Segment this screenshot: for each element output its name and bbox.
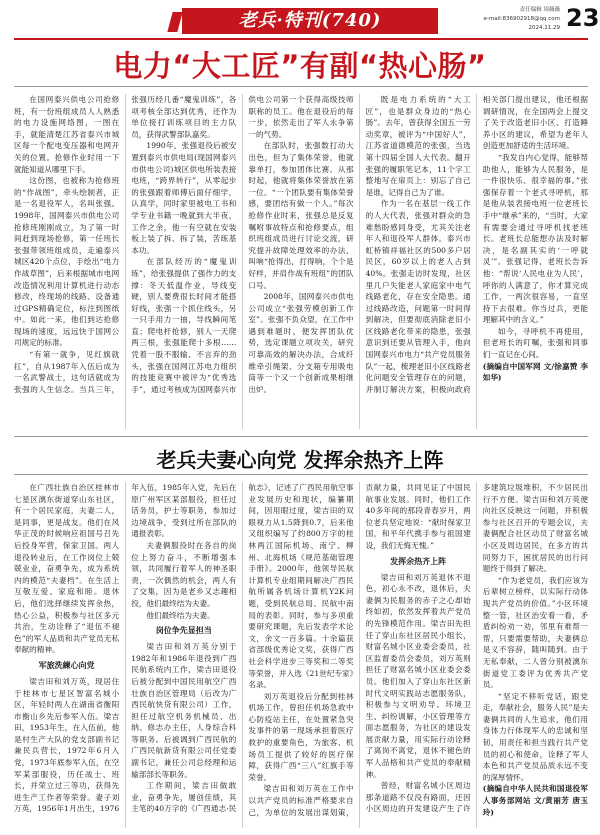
section-subhead: 发挥余热齐上阵	[390, 556, 447, 566]
article1-paragraph: 在国网泰兴供电公司抢修班，有一份班组成员人人熟悉的电力设施网络图，一图在手，就能清楚江苏省泰兴市城区每一个配电变压器和电网开关的位置。抢修作业时用一下就能知道从哪里下手。	[14, 95, 120, 174]
article2-paragraph: 工作期间，梁吉田做敢业，奋勇争先，屡创佳绩，其主笔的40万字的《广西通志·民航志》，记述了广西民用航空事业发展历史和现状，编纂期间，因用眼过度，梁吉田的双眼视力从1.5降到0.7，后来他又组织编写了约800万字的桂林两江国际机场、南宁、柳州、北海机场《规范基础管理手册》。2000年，他领导民航计算机专业组期间解决广西民航所属各机场计算机Y2K问题，受到民航总局、民航中南局的表彰。同时，参与多项重要研究课题，先后发表学术论文，余文一百多篇。十余篇获省部级优秀论文奖，获得广西社会科学进步三等奖和二等奖等荣誉，并入选《21世纪专家》名录。	[131, 483, 354, 814]
article2-paragraph: 曾经，财富名城小区周边那条道路不仅没有路面，还因小区周边的开发建设产生了许多建筑垃圾堆积，不少居民出行不方便。梁吉田和刘万英便向社区反映这一问题，并积极参与社区召开的专题会议，夫妻俩配合社区动员了财富名城小区及周边居民，在多方的共同努力下，困扰居民的出行问题终于得到了解决。	[365, 483, 588, 814]
article2-paragraph: “坚定不移听党话，跟党走，奉献社会，服务人民”是夫妻俩共同的人生追求，他们用身体力行体现军人的忠诚和坚韧，用责任和担当践行共产党员的初心和使命，诠释了军人本色和共产党员品质永远不变的深厚情怀。	[482, 691, 588, 782]
article1-paragraph: 1990年，张强退役后被安置到泰兴市供电局(现国网泰兴市供电公司)城区供电所装表接电班，“跨界转行”，从零起步的张强跟着师傅后面仔细学，认真学，同时家里被电工书和学专业书籍一晚就到大半夜，工作之余，他一有空就在安装板上装了拆、拆了装，苦练基本功。	[131, 141, 237, 255]
article2-paragraph: 梁吉田和刘万英退休不退色，初心永不改，退休后，夫妻俩为民服务的赤子之心却始终如初，依然发挥着共产党员的先锋模范作用。梁吉田先担任了穿山东社区居民小组长，财富名城小区业委会委员，社区监督委员会委员，刘万英则担任了财富名城小区业委会委员。他们加入了穿山东社区新时代文明实践站志愿服务队，积极参与文明劝导、环境卫生、纠纷调解，小区管理等方面志愿服务，为社区的建设发展贡献力量，用实际行动诠释了离岗不离党，退休不褪色的军人品格和共产党员的奉献精神。	[365, 572, 471, 779]
divider	[14, 86, 588, 87]
article1-paragraph: 在部队经历的“魔鬼训练”，给张强提供了强作力的支撑：冬天低温作业，导线变硬，别人要费很长时间才能搭好线，张强一个抓住线头，另一只手用力一抽，导线瞬间笔直；爬电杆抢修，别人一天爬两三根，张强能爬十多根……凭着一股不服输、不言弃的劲头，张强在国网江苏电力组织的技能竞赛中被评为“优秀选手”，通过考核成为国网泰兴市供电公司第一个获得高级技师职称的员工。他在退役后的每一步，依然走出了军人永争第一的气势。	[131, 95, 354, 394]
article2-paragraph: 夫妻俩服役时在各自的岗位上努力奋斗，不断增强本领，共同履行着军人的神圣职责，一次偶然的机会，两人有了交集，因为是老乡又志趣相投，他们最终结为夫妻。	[131, 540, 237, 608]
article1-paragraph: 2008年，国网泰兴市供电公司成立“张强劳模创新工作室”。张强不负众望，在工作中遇到难题时，便发挥团队优势，选定课题立项攻关，研究可靠高效的解决办法，合成纤维牵引绳架、分支箱专用吸电筒等一个又一个创新成果相继出炉。	[248, 292, 354, 394]
divider	[14, 474, 588, 475]
article1-paragraph: 这份图，也被称为抢修班的“作战图”，牵头绘制者，正是一名退役军人，名叫张强。1998年，国网泰兴市供电公司抢修班刚刚成立，为了第一时间赶到现场抢修，第一任班长张强带领班组成员，走遍泰兴城区420个点位，手绘出“电力作战草图”，后来根据城市电网改造情况利用计算机进行动态修改，终现场的线路、设备通过GPS精确定位，标注到图纸中。如此一来，他们到达抢修现场的速度，远远快于国网公司规定的标准。	[14, 176, 120, 348]
article2-headline: 老兵夫妻心向党 发挥余热齐上阵	[156, 448, 444, 472]
banner-accent	[167, 12, 182, 32]
article1-paragraph: 作为一名在基层一线工作的人大代表，张强对群众的急难愁盼感同身受，尤其关注老年人和退役军人群体。泰兴市虹桥镇祥福社区的500多户居民区，60岁以上的老人占到40%。张强走访时发现，社区里几户失能老人家庭家中电气线路老化，存在安全隐患。通过线路改造，问题第一时间得到解决，但要彻底消除老旧小区线路老化带来的隐患，张强意识到还要从管理入手，他向国网泰兴市电力“共产党员服务队”一起，梳理老旧小区线路老化问题安全管理存在的问题，并制订解决方案，积极向政府相关部门提出建议，他还根据调研情况，在全国两会上提交了关于改造老旧小区、打造睡养小区的建议，希望为老年人创造更加舒适的生活环境。	[365, 95, 588, 394]
article2-paragraph: 梁吉田和刘万英在工作中以共产党员的标准严格要求自己，为单位的发展出谋划策，贡献力量，共同见证了中国民航事业发展。同时，他们工作40多年间的那段青春岁月，两位老兵坚定地说：“献时保家卫国，和平年代携手参与祖国建设，我们无悔无愧。”	[248, 483, 471, 817]
article1-credit: (摘编自中国军网 文/徐嘉赞 李如华)	[482, 361, 588, 383]
section-banner: 老兵·特刊(740)	[182, 8, 438, 34]
article1-paragraph: 既是电力系统的“大工匠”，也是群众身边的“热心肠”。去年，曾获得全国五一劳动奖章，被评为“中国好人”，江苏省道德模范的张强，当选第十四届全国人大代表。翻开张强的履职笔记本，11个字工整地写在扉页上：别忘了自己是谁，记得自己为了谁。	[365, 95, 471, 197]
article1-body	[14, 94, 588, 429]
masthead-meta	[456, 6, 560, 33]
section-subhead: 军旅洗練心向党	[38, 660, 95, 670]
article1-paragraph: 如今，寻呼机不再使用，但老班长的叮嘱，张强和同事们一直记在心间。	[482, 326, 588, 360]
article2-paragraph: “作为老党员，我们应该为后辈树立榜样，以实际行动体现共产党员的价值。”小区环境整一管，社区治安看一看，矛盾纠纷劝一劝，邻里有难帮一帮，只要需要帮助，夫妻俩总是义不容辞，随叫随到。由于无私奉献，二人曾分别被漓东街道党工委评为优秀共产党员。	[482, 575, 588, 690]
page-header	[0, 0, 600, 36]
article2-paragraph: 梁吉田和刘万英分别于1982年和1986年退役到广西民航系统内工作，梁吉田退役后被分配到中国民用航空广西壮族自治区管理局（后改为广西民航快贷有限公司）工作，担任过航空机务机械员、出纳、修志办主任，人身综合科等职务。后被调到广西民航的广西民航新货有限公司任党委副书记，兼任公司总经理和运输部部长等职务。	[131, 642, 237, 779]
header-rule	[14, 38, 588, 40]
contact-line	[456, 15, 560, 33]
article2-credit: (摘编自中华人民共和国退役军人事务部网站 文/黄丽芳 唐玉玲)	[482, 784, 588, 817]
email-text: e-mail:836902918@qq.com	[483, 16, 560, 22]
editor-line: 责任编辑 周薇薇	[519, 7, 560, 13]
article1-paragraph: “我发自内心觉得，能够帮助他人，能够为人民服务，是一件很快乐、很幸福的事。”张强保存着一个老式寻呼机，那是他从装表接电班一位老班长手中“继承”来的，“当时，大家有需要会通过寻呼机找老班长。老班长总能想办法及时解决，是名副其实的‘一呼就灵’”。张强记得，老班长告诉他：“帮说‘人民电业为人民’，呼你的人满意了，你才算完成工作，一两次很容易，一直坚持下去很难。你当过兵，更能理解其中的含义。”	[482, 152, 588, 325]
page-number: 23	[566, 4, 600, 32]
article2-paragraph: 梁吉田和刘万英，现居住于桂林市七星区智富名城小区，年轻时两人在湖南省衡阳市衡山乡先后参军入伍。梁吉田，1953年生，在入伍前，他是村生产大队的党支部副书记兼民兵营长，1972年6月入党，1973年底参军入伍，在空军某部服役，历任战士、班长，并荣立过三等功，获得先进生产工作者等荣誉。妻子刘万英，1956年1月出生，1976年入伍，1985年入党，先后在原广州军区某部服役，担任过话务员，护士等职务，参加过边境战争，受到过所在部队的通报表彰。	[14, 483, 237, 814]
article2-paragraph: 在广西壮族自治区桂林市七星区漓东街道穿山东社区，有一个居民家庭，夫妻二人，是同事，更是战友。他们在风华正茂的时候响应祖国号召先后投身军营，保家卫国。两人退役转业后，在工作岗位上兢兢业业，奋勇争先，成为系统内的模范“夫妻档”。在生活上互敬互爱、家庭和睦。退休后，他们选择继续发挥余热，热心公益，积极参与社区多元共治，生动诠释了“退伍不褪色”的军人品质和共产党员无私奉献的精神。	[14, 483, 120, 655]
article2-paragraph: 他们最终结为夫妻。	[146, 610, 215, 620]
article2-paragraph: 刘万英退役后分配到桂林机场工作，曾担任机场急救中心防疫站主任，在处置紧急突发事件的第一现场承担着医疗救护的重要角色，为旅客、机场员工提供了较好的医疗保障，获得广西“三八”红旗手等荣誉。	[248, 691, 354, 782]
article1-headline: 电力“大工匠”有副“热心肠”	[113, 49, 487, 83]
article1-paragraph: “有第一就争，见红旗就扛”，自从1987年入伍后成为一名武警战士，这句话就成为张强的人生信念。当兵三年，张强历经几番“魔鬼训练”，各项考核全部达到优秀，还作为单位接打训练项目的主力队员，获得武警部队嘉奖。	[14, 95, 237, 394]
divider	[14, 436, 588, 437]
article1-paragraph: 在部队时，张强数打动大出色，但为了集体荣誉，他就靠单打，参加团体比赛。从那时起，他就将集体荣誉放在第一位。“一个团队要有集体荣誉感，要团结有做一个人。”每次抢修作业时来，张强总是反复嘱咐事故特点和抢修要点，组织班组成员进行讨论交流，研究提升故障处理效率的办法，叫响“抢得出，打得响，个个是好样，并肩作战有班组”的团队口号。	[248, 141, 354, 290]
section-subhead: 岗位争先显担当	[155, 626, 212, 636]
article2-body	[14, 482, 588, 828]
date-text: 2024.11.29	[528, 25, 560, 31]
